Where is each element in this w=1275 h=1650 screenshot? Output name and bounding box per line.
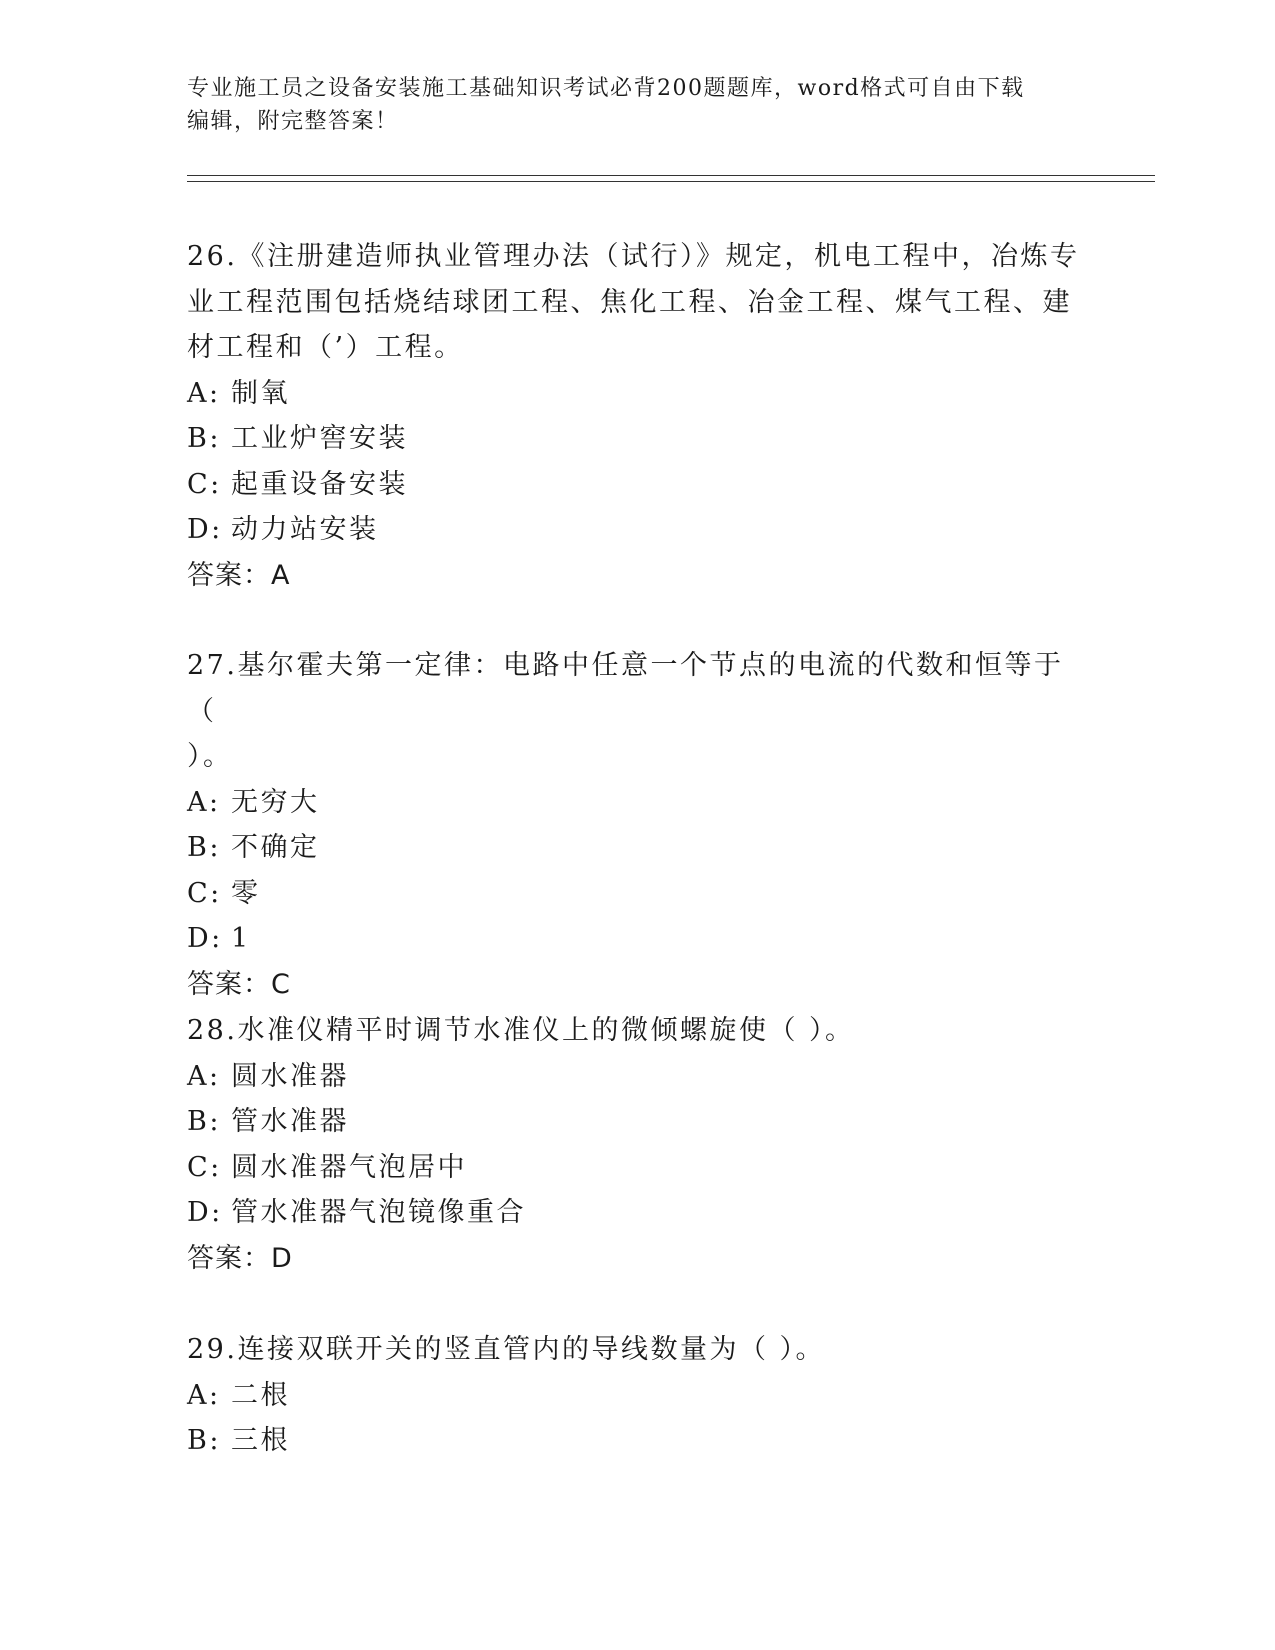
header-line-1: 专业施工员之设备安装施工基础知识考试必背200题题库，word格式可自由下载	[187, 76, 1025, 101]
option-text: 不确定	[231, 832, 320, 863]
option-c	[187, 871, 1087, 917]
option-key: A:	[187, 377, 221, 409]
question-28	[187, 1008, 1087, 1281]
option-b	[187, 1099, 1087, 1145]
header-line-2: 编辑，附完整答案！	[187, 109, 399, 134]
option-key: B:	[187, 832, 221, 863]
option-a	[187, 1054, 1087, 1100]
answer-line: 答案：D	[187, 1242, 293, 1274]
option-text: 零	[231, 877, 261, 909]
question-29	[187, 1327, 1087, 1464]
question-stem-line: 26.《注册建造师执业管理办法（试行）》规定，机电工程中，冶炼专	[187, 241, 1080, 272]
option-a	[187, 371, 1087, 417]
option-key: C:	[187, 1151, 222, 1183]
option-key: D:	[187, 923, 223, 954]
option-c	[187, 462, 1087, 508]
option-text: 二根	[231, 1379, 290, 1411]
question-stem-line: 材工程和（’）工程。	[187, 332, 464, 363]
option-text: 动力站安装	[231, 514, 379, 545]
option-b	[187, 825, 1087, 871]
option-text: 工业炉窖安装	[231, 423, 408, 454]
option-d	[187, 916, 1087, 962]
question-stem-line: 业工程范围包括烧结球团工程、焦化工程、冶金工程、煤气工程、建	[187, 286, 1072, 318]
option-a	[187, 1373, 1087, 1419]
header-divider-top	[187, 175, 1155, 176]
option-text: 三根	[231, 1425, 290, 1456]
option-key: B:	[187, 1425, 221, 1456]
option-key: A:	[187, 1379, 221, 1411]
option-b	[187, 1418, 1087, 1464]
question-stem-line: 29.连接双联开关的竖直管内的导线数量为（ ）。	[187, 1334, 826, 1365]
option-key: C:	[187, 468, 222, 500]
option-text: 管水准器	[231, 1106, 349, 1137]
option-key: C:	[187, 877, 222, 909]
question-stem-line: ）。	[187, 741, 233, 772]
option-text: 管水准器气泡镜像重合	[231, 1197, 526, 1228]
question-stem-line: 28.水准仪精平时调节水准仪上的微倾螺旋使（ ）。	[187, 1015, 855, 1046]
option-d	[187, 507, 1087, 553]
option-key: B:	[187, 1106, 221, 1137]
option-text: 圆水准器	[231, 1060, 349, 1092]
option-a	[187, 780, 1087, 826]
question-stem-line: 27.基尔霍夫第一定律：电路中任意一个节点的电流的代数和恒等于（	[187, 650, 1064, 727]
header-divider-bottom	[187, 181, 1155, 182]
option-key: D:	[187, 1197, 223, 1228]
option-b	[187, 416, 1087, 462]
option-text: 起重设备安装	[231, 468, 408, 500]
document-header	[187, 72, 1067, 138]
answer-line: 答案：C	[187, 968, 291, 1000]
option-key: B:	[187, 423, 221, 454]
answer-line: 答案：A	[187, 559, 291, 591]
option-key: D:	[187, 514, 223, 545]
question-26	[187, 234, 1087, 598]
option-c	[187, 1145, 1087, 1191]
option-key: A:	[187, 1060, 221, 1092]
option-text: 圆水准器气泡居中	[231, 1151, 467, 1183]
option-text: 无穷大	[231, 786, 320, 818]
option-key: A:	[187, 786, 221, 818]
question-27	[187, 643, 1087, 1007]
option-d	[187, 1190, 1087, 1236]
option-text: 制氧	[231, 377, 290, 409]
option-text: 1	[231, 923, 251, 954]
